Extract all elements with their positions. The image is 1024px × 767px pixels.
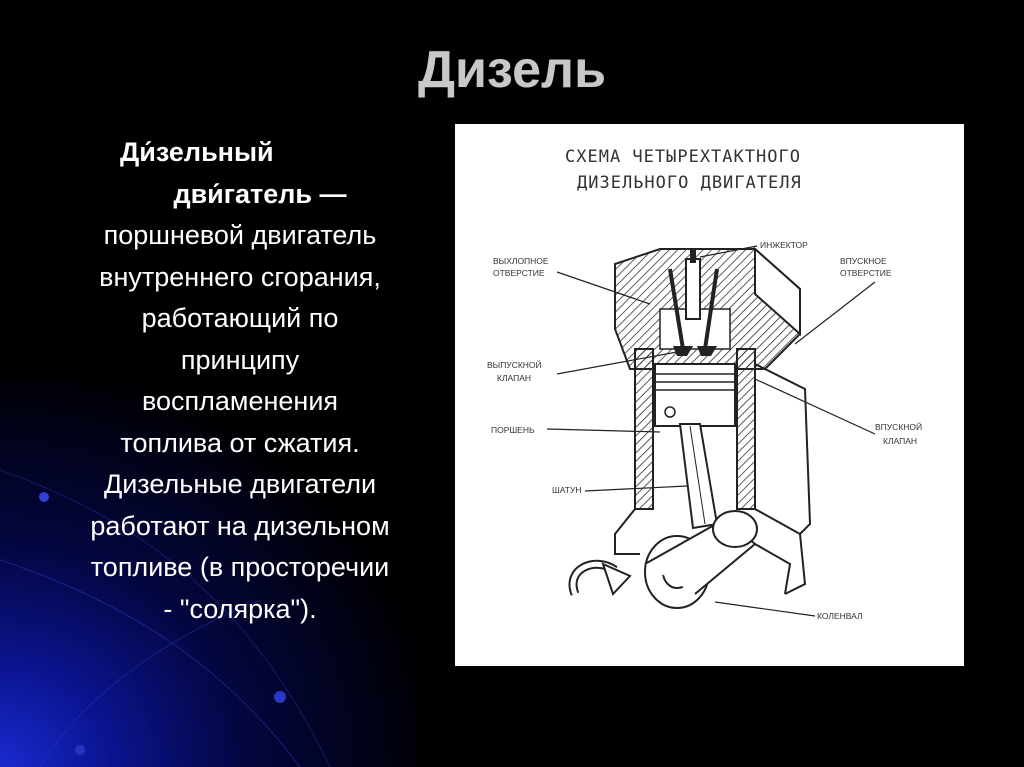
label-intake-valve-2: КЛАПАН (883, 436, 918, 446)
connecting-rod (680, 424, 717, 528)
label-exhaust-valve-1: ВЫПУСКНОЙ (487, 360, 542, 370)
text-line: поршневой двигатель (103, 220, 377, 250)
term-line-2: дви́гатель — (173, 178, 347, 209)
rotation-arrow-icon (573, 564, 630, 594)
diagram-caption-1: СХЕМА ЧЕТЫРЕХТАКТНОГО (565, 147, 801, 167)
label-piston: ПОРШЕНЬ (491, 425, 535, 435)
text-line: работающий по (141, 303, 339, 333)
label-exhaust-valve-2: КЛАПАН (497, 373, 532, 383)
label-exhaust-port-2: ОТВЕРСТИЕ (493, 268, 545, 278)
diagram-caption-2: ДИЗЕЛЬНОГО ДВИГАТЕЛЯ (577, 173, 802, 193)
text-line: принципу (180, 344, 300, 375)
label-intake-port-2: ОТВЕРСТИЕ (840, 268, 892, 278)
term-line-1: Ди́зельный (120, 137, 274, 167)
definition-text (30, 132, 450, 630)
engine-diagram (455, 124, 964, 666)
slide-title: Дизель (417, 41, 607, 99)
label-rod: ШАТУН (552, 485, 582, 495)
crankshaft (645, 511, 790, 608)
text-line: - "солярка"). (163, 593, 317, 624)
text-line: внутреннего сгорания, (99, 261, 381, 292)
text-line: работают на дизельном (90, 510, 390, 541)
piston (655, 364, 735, 426)
label-intake-valve-1: ВПУСКНОЙ (875, 422, 923, 432)
text-line: топливе (в просторечии (90, 552, 390, 582)
engine-diagram-svg (455, 124, 964, 666)
text-line: Дизельные двигатели (103, 469, 377, 499)
text-line: топлива от сжатия. (120, 427, 360, 458)
text-line: воспламенения (141, 386, 339, 416)
label-injector: ИНЖЕКТОР (760, 240, 808, 250)
label-intake-port-1: ВПУСКНОЕ (840, 256, 887, 266)
label-exhaust-port-1: ВЫХЛОПНОЕ (493, 256, 549, 266)
label-crankshaft: КОЛЕНВАЛ (817, 611, 863, 621)
